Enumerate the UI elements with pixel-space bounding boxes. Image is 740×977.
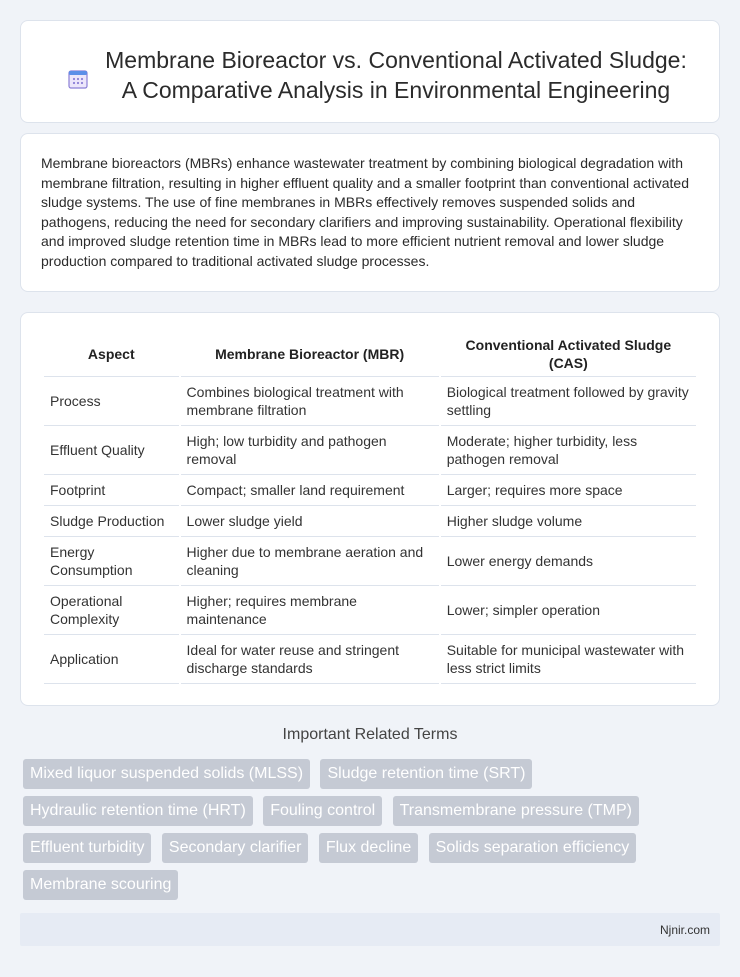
table-row xyxy=(44,635,696,684)
cell-cas: Lower energy demands xyxy=(441,537,696,586)
cell-aspect: Process xyxy=(44,377,179,426)
footer-site-link[interactable]: Njnir.com xyxy=(659,923,710,937)
cell-mbr: Combines biological treatment with membrane filtration xyxy=(181,377,439,426)
table-row xyxy=(44,377,696,426)
cell-cas: Higher sludge volume xyxy=(441,506,696,537)
cell-mbr: Ideal for water reuse and stringent discharge standards xyxy=(181,635,439,684)
title-line-2: A Comparative Analysis in Environmental Engineering xyxy=(121,77,671,103)
related-term-tag[interactable]: Mixed liquor suspended solids (MLSS) xyxy=(23,759,310,789)
related-term-tag[interactable]: Hydraulic retention time (HRT) xyxy=(23,796,253,826)
related-term-tag[interactable]: Fouling control xyxy=(263,796,382,826)
related-terms-title: Important Related Terms xyxy=(282,726,458,743)
related-terms-list xyxy=(23,759,703,907)
cell-aspect: Application xyxy=(44,635,179,684)
related-term-tag[interactable]: Solids separation efficiency xyxy=(429,833,637,863)
intro-paragraph: Membrane bioreactors (MBRs) enhance wastewater treatment by combining biological degradation with membrane filtration, resulting in higher effluent quality and a smaller footprint than conventional activated sludge systems. The use of fine membranes in MBRs effectively removes suspended solids and pathogens, reducing the need for secondary clarifiers and improving sustainability. Operational flexibility and improved sludge retention time in MBRs lead to more efficient nutrient removal and lower sludge production compared to traditional activated sludge processes. xyxy=(41,155,690,269)
cell-mbr: Higher; requires membrane maintenance xyxy=(181,586,439,635)
related-term-tag[interactable]: Sludge retention time (SRT) xyxy=(320,759,532,789)
cell-aspect: Operational Complexity xyxy=(44,586,179,635)
cell-aspect: Effluent Quality xyxy=(44,426,179,475)
cell-mbr: Higher due to membrane aeration and cleaning xyxy=(181,537,439,586)
header-cas: Conventional Activated Sludge (CAS) xyxy=(441,332,696,377)
footer xyxy=(20,913,720,946)
cell-mbr: High; low turbidity and pathogen removal xyxy=(181,426,439,475)
cell-cas: Larger; requires more space xyxy=(441,475,696,506)
related-term-tag[interactable]: Flux decline xyxy=(319,833,418,863)
title-line-1: Membrane Bioreactor vs. Conventional Activated Sludge: xyxy=(105,47,687,73)
page-title xyxy=(87,45,705,105)
table-row xyxy=(44,537,696,586)
table-row xyxy=(44,475,696,506)
cell-aspect: Footprint xyxy=(44,475,179,506)
related-term-tag[interactable]: Secondary clarifier xyxy=(162,833,309,863)
cell-mbr: Compact; smaller land requirement xyxy=(181,475,439,506)
header-mbr: Membrane Bioreactor (MBR) xyxy=(181,332,439,377)
comparison-table xyxy=(42,332,698,684)
table-row xyxy=(44,586,696,635)
cell-cas: Lower; simpler operation xyxy=(441,586,696,635)
title-card xyxy=(20,20,720,123)
comparison-table-card xyxy=(20,312,720,706)
intro-card xyxy=(20,133,720,292)
header-aspect: Aspect xyxy=(44,332,179,377)
table-header-row xyxy=(44,332,696,377)
cell-aspect: Sludge Production xyxy=(44,506,179,537)
cell-mbr: Lower sludge yield xyxy=(181,506,439,537)
related-term-tag[interactable]: Membrane scouring xyxy=(23,870,178,900)
cell-cas: Moderate; higher turbidity, less pathogen removal xyxy=(441,426,696,475)
related-term-tag[interactable]: Effluent turbidity xyxy=(23,833,151,863)
cell-aspect: Energy Consumption xyxy=(44,537,179,586)
related-term-tag[interactable]: Transmembrane pressure (TMP) xyxy=(393,796,639,826)
cell-cas: Biological treatment followed by gravity settling xyxy=(441,377,696,426)
cell-cas: Suitable for municipal wastewater with less strict limits xyxy=(441,635,696,684)
table-row xyxy=(44,506,696,537)
table-row xyxy=(44,426,696,475)
